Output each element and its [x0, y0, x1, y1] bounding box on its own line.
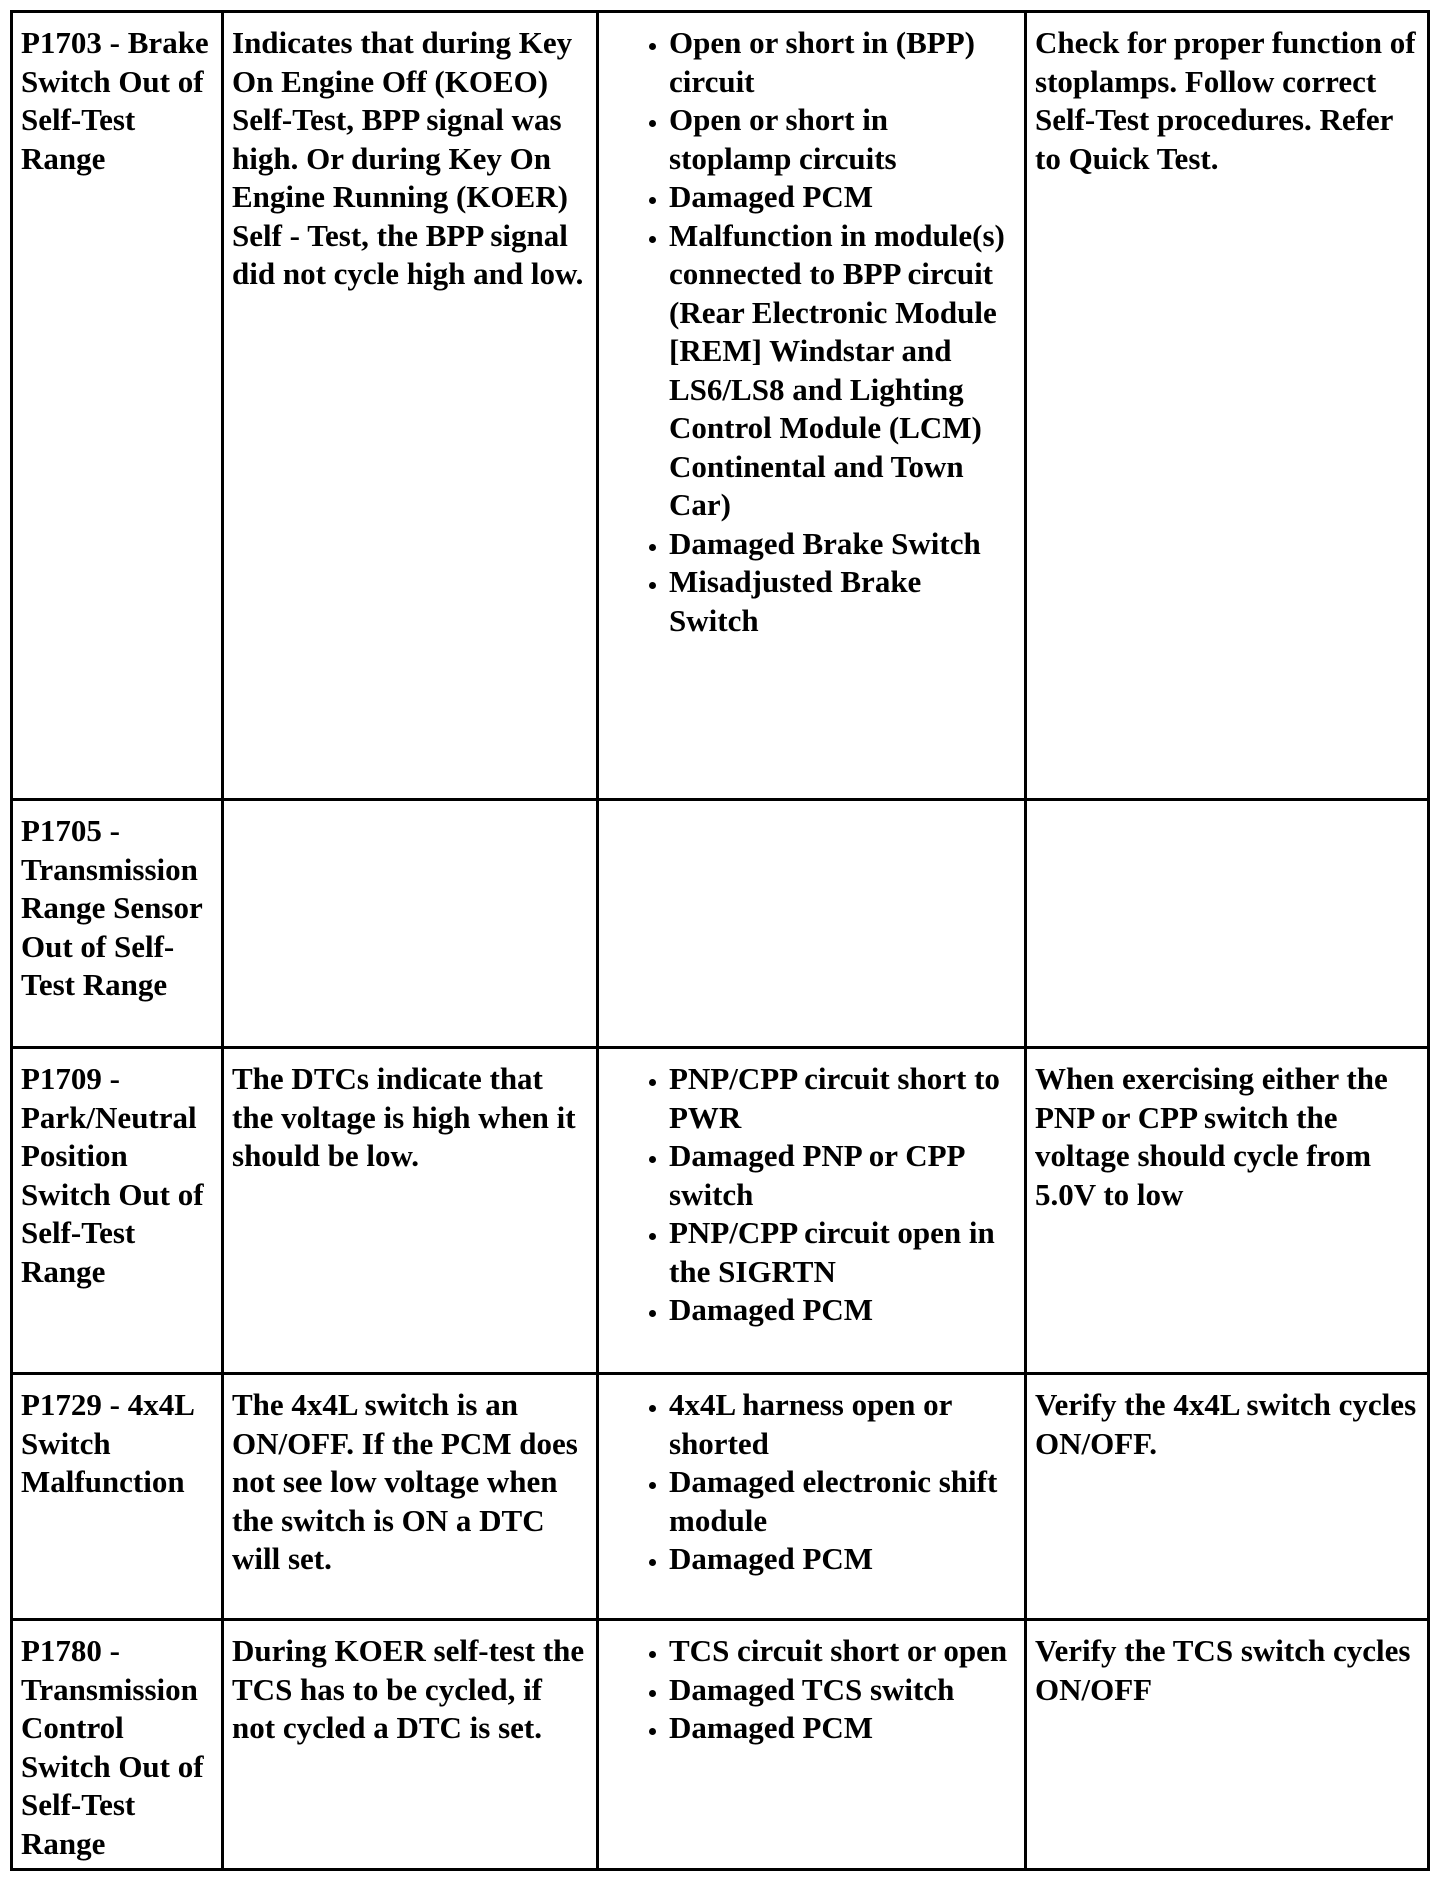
action-cell	[1026, 800, 1429, 1048]
table-row	[12, 1048, 1429, 1374]
condition-text: The DTCs indicate that the voltage is high when it should be low.	[232, 1061, 576, 1173]
cause-item: • Damaged Brake Switch	[669, 525, 1018, 564]
condition-cell	[223, 1620, 598, 1870]
cause-item: • Open or short in (BPP) circuit	[669, 24, 1018, 101]
dtc-code-cell	[12, 1048, 223, 1374]
dtc-code: P1729 - 4x4L Switch Malfunction	[21, 1387, 194, 1499]
possible-causes-cell	[598, 1620, 1026, 1870]
cause-item: • 4x4L harness open or shorted	[669, 1386, 1018, 1463]
action-cell	[1026, 1620, 1429, 1870]
cause-item: • Damaged TCS switch	[669, 1671, 1018, 1710]
dtc-code: P1709 - Park/Neutral Position Switch Out of Self-Test Range	[21, 1061, 204, 1289]
action-cell	[1026, 1048, 1429, 1374]
condition-cell	[223, 800, 598, 1048]
table-row	[12, 12, 1429, 800]
action-text: Verify the 4x4L switch cycles ON/OFF.	[1035, 1387, 1417, 1461]
action-text: Check for proper function of stoplamps. Follow correct Self-Test procedures. Refer to Quick Test.	[1035, 25, 1416, 176]
cause-item: • Misadjusted Brake Switch	[669, 563, 1018, 640]
condition-cell	[223, 1374, 598, 1620]
action-text: When exercising either the PNP or CPP switch the voltage should cycle from 5.0V to low	[1035, 1061, 1388, 1212]
condition-cell	[223, 12, 598, 800]
action-cell	[1026, 1374, 1429, 1620]
dtc-code-cell	[12, 1620, 223, 1870]
condition-cell	[223, 1048, 598, 1374]
cause-item: • Damaged PNP or CPP switch	[669, 1137, 1018, 1214]
cause-item: • Damaged PCM	[669, 178, 1018, 217]
cause-item: • Damaged electronic shift module	[669, 1463, 1018, 1540]
cause-item: • PNP/CPP circuit short to PWR	[669, 1060, 1018, 1137]
table-row	[12, 1374, 1429, 1620]
possible-causes-cell	[598, 1374, 1026, 1620]
possible-causes-list	[607, 1632, 1018, 1748]
condition-text: Indicates that during Key On Engine Off (KOEO) Self-Test, BPP signal was high. Or during Key On Engine Running (KOER) Self - Test, the BPP signal did not cycle high and low.	[232, 25, 584, 291]
possible-causes-cell	[598, 800, 1026, 1048]
dtc-code: P1705 - Transmission Range Sensor Out of Self-Test Range	[21, 813, 203, 1002]
cause-item: • Damaged PCM	[669, 1709, 1018, 1748]
condition-text: The 4x4L switch is an ON/OFF. If the PCM does not see low voltage when the switch is ON a DTC will set.	[232, 1387, 578, 1576]
possible-causes-list	[607, 1386, 1018, 1579]
cause-item: • Malfunction in module(s) connected to BPP circuit (Rear Electronic Module [REM] Windstar and LS6/LS8 and Lighting Control Module (LCM) Continental and Town Car)	[669, 217, 1018, 525]
cause-item: • Open or short in stoplamp circuits	[669, 101, 1018, 178]
table-row	[12, 800, 1429, 1048]
cause-item: • Damaged PCM	[669, 1291, 1018, 1330]
dtc-table	[10, 10, 1430, 1871]
dtc-code-cell	[12, 1374, 223, 1620]
possible-causes-list	[607, 24, 1018, 640]
cause-item: • PNP/CPP circuit open in the SIGRTN	[669, 1214, 1018, 1291]
dtc-code: P1780 - Transmission Control Switch Out of Self-Test Range	[21, 1633, 204, 1861]
dtc-code: P1703 - Brake Switch Out of Self-Test Range	[21, 25, 209, 176]
cause-item: • TCS circuit short or open	[669, 1632, 1018, 1671]
condition-text: During KOER self-test the TCS has to be cycled, if not cycled a DTC is set.	[232, 1633, 585, 1745]
possible-causes-cell	[598, 12, 1026, 800]
dtc-code-cell	[12, 12, 223, 800]
table-row	[12, 1620, 1429, 1870]
cause-item: • Damaged PCM	[669, 1540, 1018, 1579]
action-cell	[1026, 12, 1429, 800]
possible-causes-cell	[598, 1048, 1026, 1374]
action-text: Verify the TCS switch cycles ON/OFF	[1035, 1633, 1411, 1707]
possible-causes-list	[607, 1060, 1018, 1330]
dtc-code-cell	[12, 800, 223, 1048]
